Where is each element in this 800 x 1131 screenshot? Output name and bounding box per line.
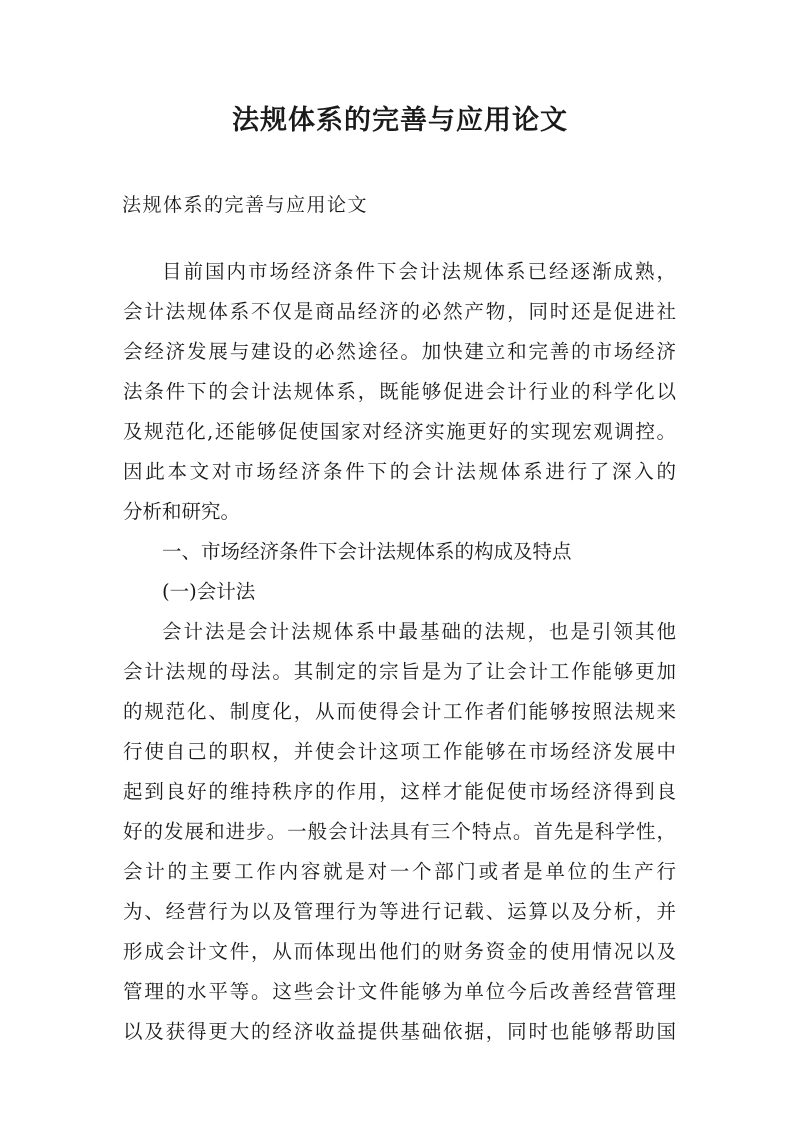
body-line-20: 以及获得更大的经济收益提供基础依据，同时也能够帮助国 [123,1020,676,1043]
document-subtitle: 法规体系的完善与应用论文 [122,194,369,216]
body-line-13: 行使自己的职权，并使会计这项工作能够在市场经济发展中 [123,740,676,763]
body-line-7: 分析和研究。 [123,500,241,523]
body-line-3: 会经济发展与建设的必然途径。加快建立和完善的市场经济 [123,340,676,363]
document-title: 法规体系的完善与应用论文 [232,105,568,136]
body-line-1: 目前国内市场经济条件下会计法规体系已经逐渐成熟， [162,260,676,283]
body-line-12: 的规范化、制度化，从而使得会计工作者们能够按照法规来 [123,700,676,723]
body-line-18: 形成会计文件，从而体现出他们的财务资金的使用情况以及 [123,940,676,963]
body-line-10: 会计法是会计法规体系中最基础的法规，也是引领其他 [162,620,676,643]
body-line-16: 会计的主要工作内容就是对一个部门或者是单位的生产行 [123,860,676,883]
body-line-4: 法条件下的会计法规体系，既能够促进会计行业的科学化以 [123,380,676,403]
body-line-14: 起到良好的维持秩序的作用，这样才能促使市场经济得到良 [123,780,676,803]
section-heading-1: 一、市场经济条件下会计法规体系的构成及特点 [162,540,572,563]
body-line-2: 会计法规体系不仅是商品经济的必然产物，同时还是促进社 [123,300,676,323]
body-line-5: 及规范化,还能够促使国家对经济实施更好的实现宏观调控。 [123,420,676,443]
subsection-heading-1: (一)会计法 [162,580,256,603]
body-line-6: 因此本文对市场经济条件下的会计法规体系进行了深入的 [123,460,676,483]
body-line-15: 好的发展和进步。一般会计法具有三个特点。首先是科学性， [123,820,676,843]
body-line-11: 会计法规的母法。其制定的宗旨是为了让会计工作能够更加 [123,660,676,683]
body-line-19: 管理的水平等。这些会计文件能够为单位今后改善经营管理 [123,980,676,1003]
body-line-17: 为、经营行为以及管理行为等进行记载、运算以及分析，并 [123,900,676,923]
